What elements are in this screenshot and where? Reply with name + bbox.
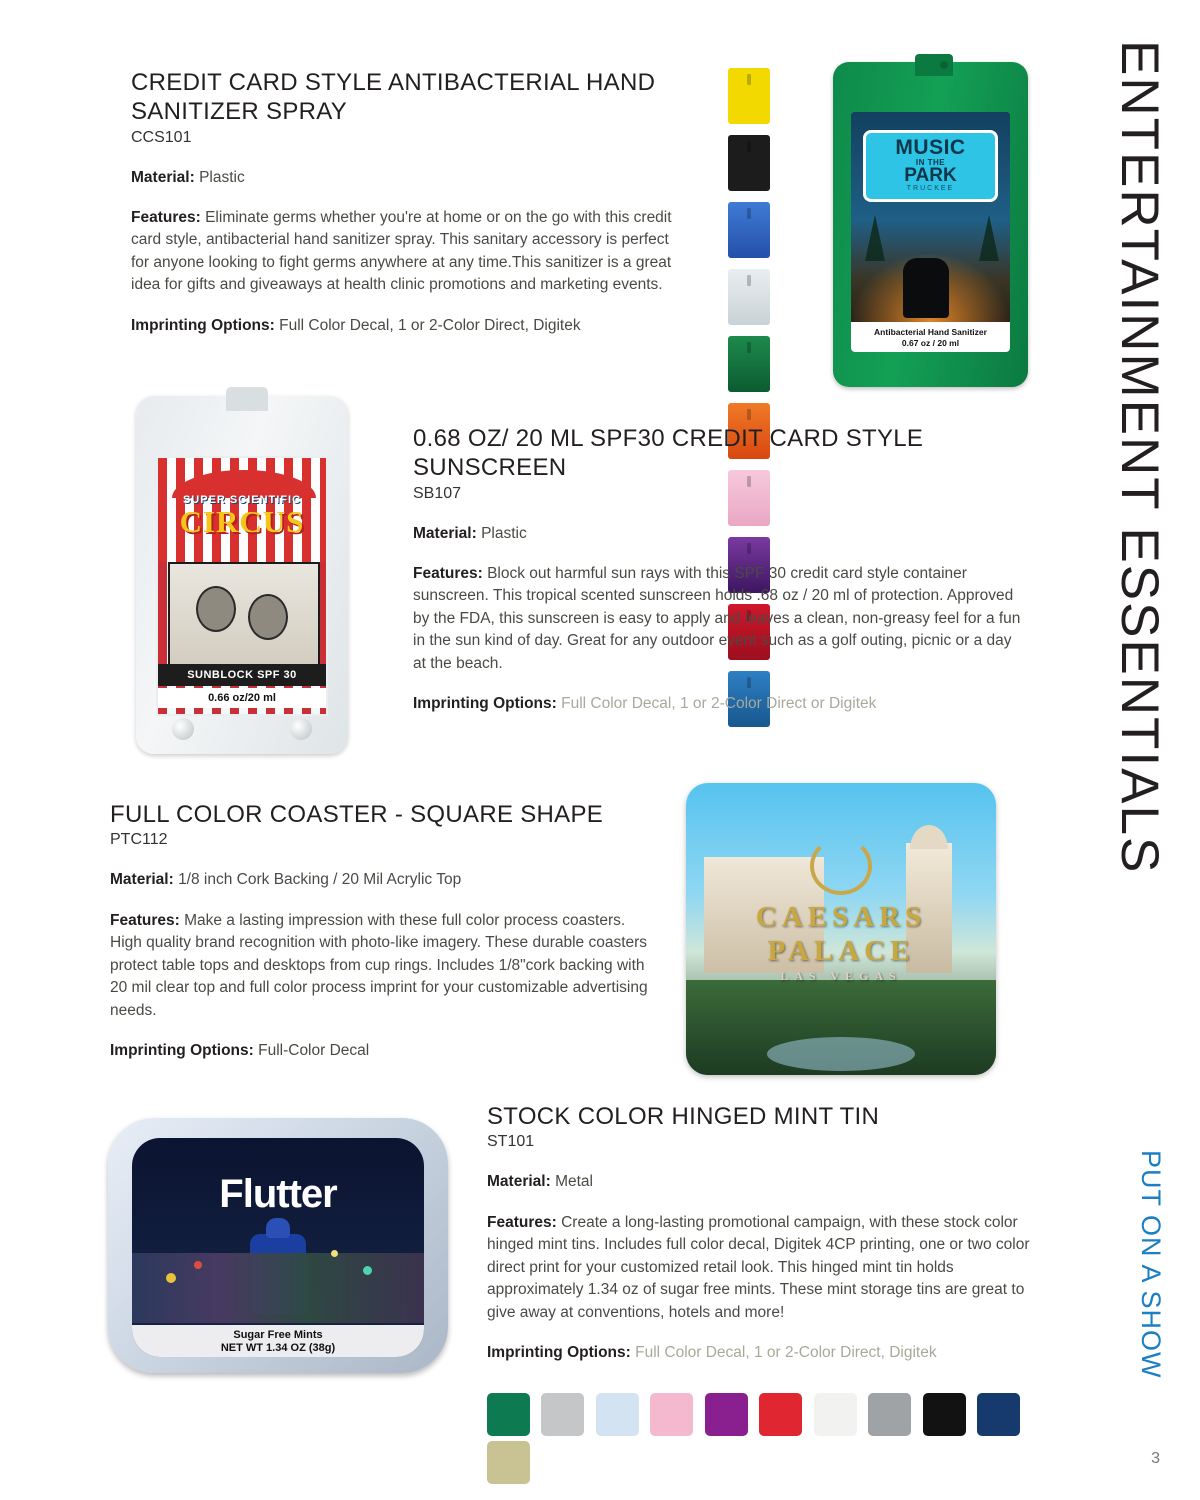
product-sku: ST101 bbox=[487, 1133, 535, 1151]
material-label: Material: bbox=[487, 1173, 551, 1191]
color-swatch[interactable] bbox=[728, 336, 770, 392]
art-photo bbox=[168, 562, 320, 680]
face-illustration bbox=[196, 586, 236, 632]
product-image-sunscreen bbox=[136, 396, 348, 754]
product-features bbox=[131, 207, 691, 297]
art-line-3: LAS VEGAS bbox=[780, 969, 902, 983]
product-block-coaster bbox=[110, 800, 650, 1081]
face-illustration bbox=[248, 594, 288, 640]
color-swatch[interactable] bbox=[541, 1393, 584, 1436]
art-bottom-band bbox=[851, 322, 1010, 352]
confetti-dot bbox=[363, 1266, 372, 1275]
color-swatch[interactable] bbox=[728, 135, 770, 191]
imprinting-label: Imprinting Options: bbox=[110, 1042, 254, 1060]
material-value: Metal bbox=[555, 1173, 593, 1191]
product-imprinting bbox=[413, 693, 1028, 715]
art-band-line-1: Sugar Free Mints bbox=[233, 1329, 323, 1341]
product-sku: CCS101 bbox=[131, 128, 192, 146]
features-label: Features: bbox=[131, 209, 201, 226]
features-value: Block out harmful sun rays with this SPF 30 credit card style container sunscreen. This tropical scented sunscreen holds .68 oz / 20 ml of protection. Approved by the FDA, this sunscreen is easy to apply and leaves a clean, non-greasy feel for a fun in the sun kind of day. Great for any outdoor event such as a golf outing, picnic or a day at the beach. bbox=[413, 565, 1021, 672]
product-features bbox=[110, 910, 650, 1022]
color-swatch[interactable] bbox=[487, 1393, 530, 1436]
product-block-mint-tin bbox=[487, 1102, 1047, 1383]
product-material bbox=[413, 523, 1028, 545]
decor-dot bbox=[290, 718, 312, 740]
art-line-4: TRUCKEE bbox=[906, 185, 955, 192]
color-swatch[interactable] bbox=[487, 1441, 530, 1484]
art-badge bbox=[863, 130, 998, 202]
art-line-1: CAESARS bbox=[755, 901, 927, 933]
features-label: Features: bbox=[413, 565, 483, 582]
product-imprinting bbox=[110, 1040, 650, 1062]
imprinting-label: Imprinting Options: bbox=[131, 316, 275, 334]
page-number: 3 bbox=[1151, 1450, 1160, 1467]
color-swatch[interactable] bbox=[728, 269, 770, 325]
color-swatches-mint-tin bbox=[487, 1393, 1047, 1489]
color-swatch[interactable] bbox=[650, 1393, 693, 1436]
laurel-wreath-icon bbox=[810, 837, 872, 895]
product-material bbox=[131, 167, 691, 189]
product-title: 0.68 OZ/ 20 ML SPF30 CREDIT CARD STYLE SUNSCREEN bbox=[413, 425, 924, 482]
product-title: CREDIT CARD STYLE ANTIBACTERIAL HAND SANITIZER SPRAY bbox=[131, 69, 656, 126]
material-value: Plastic bbox=[199, 168, 245, 186]
art-brand: Flutter bbox=[219, 1172, 337, 1216]
material-value: Plastic bbox=[481, 524, 527, 542]
sanitizer-label-art bbox=[851, 112, 1010, 352]
performer-silhouette bbox=[903, 258, 949, 318]
product-image-coaster bbox=[686, 783, 996, 1075]
art-band-line-2: NET WT 1.34 OZ (38g) bbox=[220, 1342, 336, 1354]
spray-nozzle bbox=[915, 54, 953, 76]
product-features bbox=[487, 1212, 1047, 1324]
features-value: Make a lasting impression with these full color process coasters. High quality brand recognition with photo-like imagery. These durable coasters protect table tops and desktops from cup rings. Includes 1/8"cork backing with 20 mil clear top and full color process imprint for your customizable advertising needs. bbox=[110, 911, 648, 1019]
confetti-dot bbox=[166, 1273, 176, 1283]
decor-dot bbox=[172, 718, 194, 740]
product-image-mint-tin bbox=[108, 1118, 448, 1373]
confetti-dot bbox=[194, 1261, 202, 1269]
color-swatch[interactable] bbox=[705, 1393, 748, 1436]
color-swatch[interactable] bbox=[759, 1393, 802, 1436]
product-features bbox=[413, 563, 1028, 675]
art-line-2: CIRCUS bbox=[179, 504, 305, 539]
color-swatch[interactable] bbox=[977, 1393, 1020, 1436]
color-swatch[interactable] bbox=[923, 1393, 966, 1436]
art-band-line-1: SUNBLOCK SPF 30 bbox=[158, 664, 326, 686]
product-title: FULL COLOR COASTER - SQUARE SHAPE bbox=[110, 801, 604, 828]
spray-nozzle bbox=[226, 387, 268, 411]
product-block-sunscreen bbox=[413, 424, 1028, 734]
art-band-line-1: Antibacterial Hand Sanitizer bbox=[874, 327, 987, 337]
sunscreen-label-art bbox=[156, 456, 328, 716]
imprinting-value: Full Color Decal, 1 or 2-Color Direct or Digitek bbox=[561, 695, 877, 713]
product-block-sanitizer bbox=[131, 68, 691, 355]
imprinting-label: Imprinting Options: bbox=[413, 695, 557, 713]
crowd-illustration bbox=[132, 1253, 424, 1323]
product-imprinting bbox=[487, 1342, 1047, 1364]
fountain-illustration bbox=[767, 1037, 916, 1071]
features-value: Eliminate germs whether you're at home or on the go with this credit card style, antibacterial hand sanitizer spray. This sanitary accessory is perfect for anyone looking to fight germs anywhere at any time.This sanitizer is a great idea for gifts and giveaways at health clinic promotions and marketing events. bbox=[131, 209, 672, 294]
section-subtitle: PUT ON A SHOW bbox=[1136, 1150, 1166, 1379]
art-bottom-band bbox=[132, 1325, 424, 1357]
art-line-1: MUSIC bbox=[895, 136, 966, 159]
material-label: Material: bbox=[131, 168, 195, 186]
product-image-sanitizer bbox=[833, 62, 1028, 387]
art-band-line-2: 0.66 oz/20 ml bbox=[158, 688, 326, 708]
product-material bbox=[487, 1171, 1047, 1193]
product-title: STOCK COLOR HINGED MINT TIN bbox=[487, 1103, 880, 1130]
product-imprinting bbox=[131, 315, 691, 337]
mint-tin-label-art bbox=[132, 1138, 424, 1357]
art-line-1: SUPER SCIENTIFIC bbox=[182, 494, 302, 506]
color-swatch[interactable] bbox=[596, 1393, 639, 1436]
color-swatch[interactable] bbox=[868, 1393, 911, 1436]
imprinting-value: Full Color Decal, 1 or 2-Color Direct, Digitek bbox=[635, 1344, 937, 1362]
art-line-2: IN THE bbox=[915, 158, 946, 167]
color-swatch[interactable] bbox=[728, 202, 770, 258]
confetti-dot bbox=[331, 1250, 338, 1257]
material-value: 1/8 inch Cork Backing / 20 Mil Acrylic Top bbox=[178, 871, 462, 889]
art-line-3: PARK bbox=[904, 165, 957, 186]
color-swatch[interactable] bbox=[728, 68, 770, 124]
product-sku: SB107 bbox=[413, 484, 462, 502]
product-sku: PTC112 bbox=[110, 831, 168, 849]
color-swatch[interactable] bbox=[814, 1393, 857, 1436]
imprinting-value: Full Color Decal, 1 or 2-Color Direct, Digitek bbox=[279, 316, 581, 334]
features-label: Features: bbox=[487, 1213, 557, 1231]
material-label: Material: bbox=[110, 871, 174, 889]
section-title: ENTERTAINMENT ESSENTIALS bbox=[1110, 40, 1169, 875]
dome-illustration bbox=[910, 825, 948, 849]
features-value: Create a long-lasting promotional campaign, with these stock color hinged mint tins. Includes full color decal, Digitek 4CP printing, one or two color direct print for your customized retail look. This hinged mint tin holds approximately 1.34 oz of sugar free mints. These mint storage tins are great to give away at conventions, hotels and more! bbox=[487, 1213, 1030, 1321]
imprinting-value: Full-Color Decal bbox=[258, 1042, 370, 1060]
imprinting-label: Imprinting Options: bbox=[487, 1344, 631, 1362]
features-label: Features: bbox=[110, 911, 180, 929]
art-band-line-2: 0.67 oz / 20 ml bbox=[901, 338, 960, 348]
product-material bbox=[110, 869, 650, 891]
side-rail bbox=[1090, 0, 1200, 1500]
material-label: Material: bbox=[413, 524, 477, 542]
art-line-2: PALACE bbox=[767, 935, 915, 967]
